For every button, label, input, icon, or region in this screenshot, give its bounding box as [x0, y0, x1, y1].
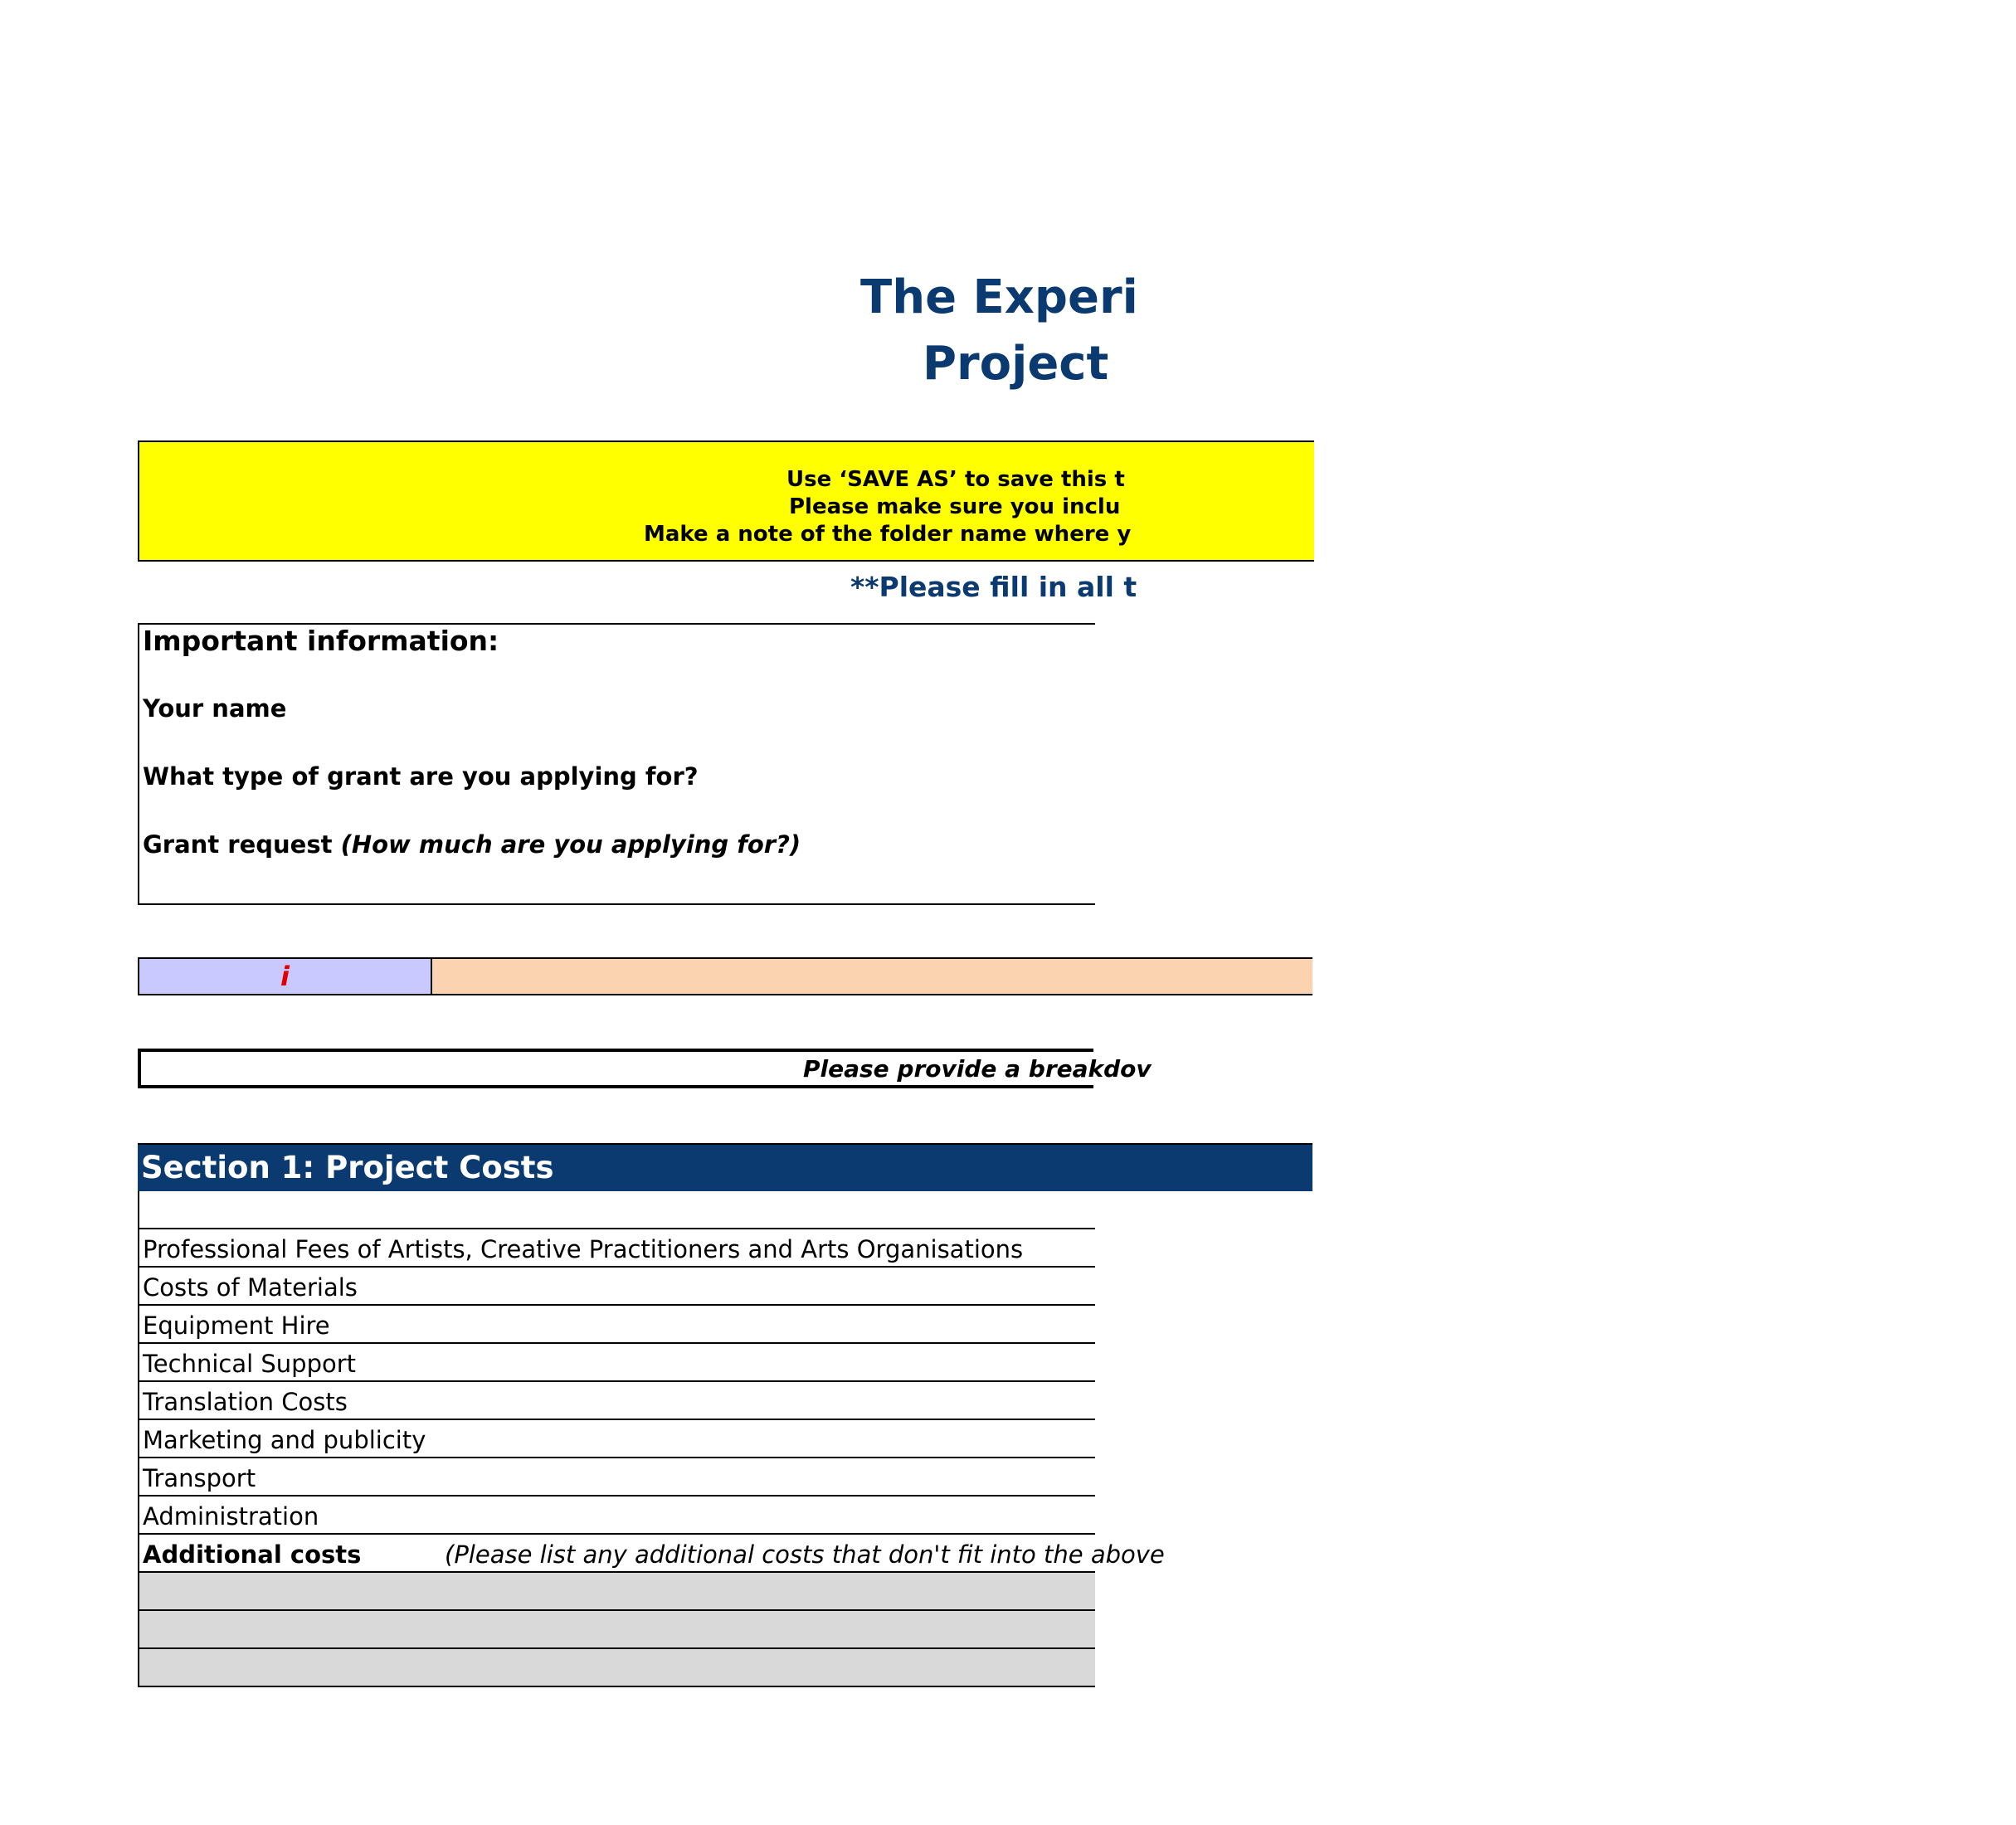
additional-cost-input-row[interactable] — [139, 1611, 1095, 1649]
banner-text-area — [139, 442, 1132, 560]
row-label: Translation Costs — [143, 1388, 348, 1416]
row-label: Technical Support — [143, 1350, 357, 1378]
table-row[interactable] — [139, 1268, 1095, 1306]
row-label: Transport — [143, 1464, 256, 1492]
table-row[interactable] — [139, 1496, 1095, 1535]
project-costs-table — [138, 1191, 1165, 1687]
banner-line-3: Make a note of the folder name where y — [644, 522, 1132, 547]
table-row[interactable] — [139, 1306, 1095, 1344]
info-message-cell — [432, 957, 1312, 995]
additional-cost-input-row[interactable] — [139, 1649, 1095, 1687]
grant-request-text: Grant request — [143, 830, 333, 859]
section-1-title: Section 1: Project Costs — [141, 1150, 554, 1185]
breakdown-instruction-box — [138, 1049, 1152, 1088]
additional-costs-hint: (Please list any additional costs that don't fit into the above — [445, 1540, 1165, 1569]
info-indicator-cell — [138, 957, 432, 995]
table-row[interactable] — [139, 1420, 1095, 1458]
table-row[interactable] — [139, 1458, 1095, 1496]
breakdown-instruction-text: Please provide a breakdov — [803, 1055, 1152, 1083]
grant-request-hint: (How much are you applying for?) — [340, 830, 801, 859]
table-row[interactable] — [139, 1191, 1095, 1229]
additional-cost-input-row[interactable] — [139, 1573, 1095, 1611]
important-information-box — [138, 623, 1095, 905]
row-label: Professional Fees of Artists, Creative Practitioners and Arts Organisations — [143, 1235, 1024, 1263]
row-label: Equipment Hire — [143, 1312, 330, 1340]
banner-line-2: Please make sure you inclu — [789, 494, 1121, 519]
additional-costs-row[interactable] — [139, 1535, 1165, 1573]
additional-costs-label: Additional costs — [143, 1540, 362, 1569]
page-title-line-1: The Experi — [860, 270, 1138, 324]
save-as-banner — [138, 440, 1314, 562]
table-row[interactable] — [139, 1344, 1095, 1382]
row-label: Marketing and publicity — [143, 1426, 426, 1454]
your-name-label: Your name — [143, 694, 287, 723]
page-title-line-2: Project — [923, 337, 1109, 391]
fill-in-note: **Please fill in all t — [850, 571, 1137, 603]
grant-type-label: What type of grant are you applying for? — [143, 762, 699, 791]
section-1-header — [138, 1143, 1312, 1191]
important-information-heading: Important information: — [143, 625, 499, 657]
table-row[interactable] — [139, 1382, 1095, 1420]
row-label: Administration — [143, 1502, 319, 1531]
banner-line-1: Use ‘SAVE AS’ to save this t — [786, 467, 1125, 492]
row-label: Costs of Materials — [143, 1273, 358, 1302]
table-row[interactable] — [139, 1229, 1095, 1268]
grant-request-label — [143, 830, 801, 859]
info-icon: i — [280, 961, 290, 992]
